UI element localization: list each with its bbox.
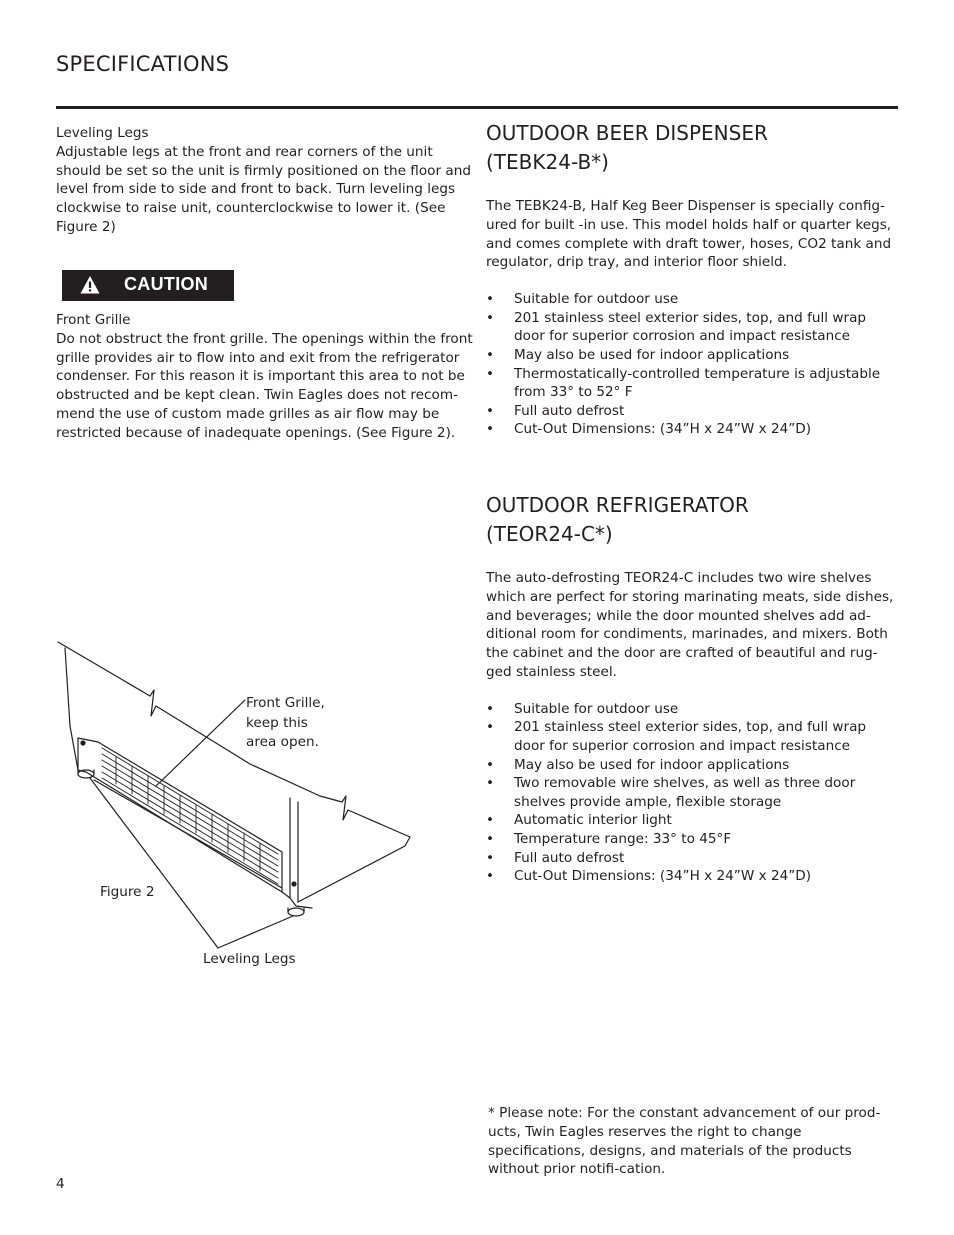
list-item (486, 718, 898, 755)
grille-callout-leader (156, 700, 245, 786)
leveling-legs-body: Adjustable legs at the front and rear corners of the unit should be set so the unit is firmly positioned on the floor and level from side to side and front to back. Turn leveling legs clockwise to raise unit, counterclockwise to lower it. (See Figure 2) (56, 143, 471, 235)
bullet-icon: • (486, 719, 495, 736)
refrigerator-section (486, 491, 898, 886)
feature-text: 201 stainless steel exterior sides, top, and full wrap door for superior corrosion and impact resistance (514, 309, 867, 345)
feature-text: Cut-Out Dimensions: (34”H x 24”W x 24”D) (514, 421, 812, 438)
grille-slots (102, 748, 278, 884)
list-item (486, 811, 898, 830)
list-item (486, 420, 898, 439)
list-item (486, 402, 898, 421)
beer-dispenser-title-line-2: (TEBK24-B*) (486, 150, 609, 174)
grille-callout-line-1: Front Grille, (246, 695, 325, 711)
list-item (486, 365, 898, 402)
refrigerator-description: The auto-defrosting TEOR24-C includes two wire shelves which are perfect for storing marinating meats, side dishes, and beverages; while the door mounted shelves add ad-ditional room for condiments, marinades, and mixers. Both the cabinet and the door are crafted of beautiful and rug-ged stainless steel. (486, 570, 894, 680)
list-item (486, 849, 898, 868)
bullet-icon: • (486, 756, 495, 773)
beer-dispenser-description: The TEBK24-B, Half Keg Beer Dispenser is specially config-ured for built -in use. This model holds half or quarter kegs, and comes complete with draft tower, hoses, CO2 tank and regulator, drip tray, and interior floor shield. (486, 198, 892, 271)
bullet-icon: • (486, 346, 495, 363)
feature-text: Full auto defrost (514, 402, 625, 419)
feature-text: Suitable for outdoor use (514, 700, 679, 717)
beer-dispenser-section (486, 119, 898, 439)
feature-text: Cut-Out Dimensions: (34”H x 24”W x 24”D) (514, 868, 812, 885)
warning-triangle-icon (80, 275, 100, 295)
front-grille-body: Do not obstruct the front grille. The openings within the front grille provides air to flow into and exit from the refrigerator condenser. For this reason it is important this area to not be obstructed and be kept clean. Twin Eagles does not recom-mend the use of custom made grilles as air flow may be restricted because of inadequate openings. (See Figure 2). (56, 330, 473, 441)
feature-text: Automatic interior light (514, 812, 672, 829)
caution-label: CAUTION (124, 274, 209, 294)
refrigerator-title (486, 491, 898, 549)
caution-badge (62, 270, 234, 301)
refrigerator-title-line-1: OUTDOOR REFRIGERATOR (486, 493, 749, 517)
beer-dispenser-title (486, 119, 898, 177)
feature-text: May also be used for indoor applications (514, 756, 790, 773)
header-rule (56, 106, 898, 109)
figure-caption: Figure 2 (100, 884, 155, 900)
list-item (486, 867, 898, 886)
bullet-icon: • (486, 775, 495, 792)
list-item (486, 830, 898, 849)
grille-callout (246, 694, 325, 753)
grille-callout-line-2: keep this (246, 714, 308, 731)
feature-text: Two removable wire shelves, as well as three door shelves provide ample, flexible storage (514, 775, 856, 810)
bullet-icon: • (486, 700, 495, 717)
specifications-note: * Please note: For the constant advancement of our prod-ucts, Twin Eagles reserves the right to change specifications, designs, and materials of the products without prior notifi-cation. (488, 1105, 881, 1178)
bullet-icon: • (486, 421, 495, 438)
grille-callout-line-3: area open. (246, 734, 319, 750)
refrigerator-title-line-2: (TEOR24-C*) (486, 522, 613, 546)
feature-text: Thermostatically-controlled temperature is adjustable from 33° to 52° F (514, 365, 881, 401)
front-grille-section (56, 311, 474, 443)
cabinet-top-edge (58, 642, 410, 846)
list-item (486, 309, 898, 346)
list-item (486, 290, 898, 309)
leg-leader-right (218, 916, 293, 948)
bullet-icon: • (486, 402, 495, 419)
leveling-foot-left (78, 770, 94, 778)
beer-dispenser-title-line-1: OUTDOOR BEER DISPENSER (486, 121, 768, 145)
feature-text: Temperature range: 33° to 45°F (514, 830, 732, 847)
beer-dispenser-features (486, 290, 898, 439)
leveling-legs-section (56, 124, 474, 237)
bullet-icon: • (486, 849, 495, 866)
front-grille-heading: Front Grille (56, 312, 131, 328)
bullet-icon: • (486, 830, 495, 847)
feature-text: 201 stainless steel exterior sides, top, and full wrap door for superior corrosion and impact resistance (514, 719, 867, 754)
page-title: SPECIFICATIONS (56, 52, 230, 76)
list-item (486, 774, 898, 811)
bullet-icon: • (486, 291, 495, 308)
bullet-icon: • (486, 309, 495, 326)
cabinet-left-side (65, 648, 78, 770)
feature-text: Full auto defrost (514, 849, 625, 866)
list-item (486, 700, 898, 719)
bullet-icon: • (486, 812, 495, 829)
feature-text: Suitable for outdoor use (514, 291, 679, 308)
page-number: 4 (56, 1176, 65, 1192)
list-item (486, 756, 898, 775)
leveling-foot-right (288, 908, 304, 916)
leveling-legs-label: Leveling Legs (203, 951, 296, 967)
feature-text: May also be used for indoor applications (514, 346, 790, 363)
bullet-icon: • (486, 365, 495, 382)
refrigerator-features (486, 700, 898, 886)
list-item (486, 346, 898, 365)
bullet-icon: • (486, 868, 495, 885)
leveling-legs-heading: Leveling Legs (56, 125, 149, 141)
